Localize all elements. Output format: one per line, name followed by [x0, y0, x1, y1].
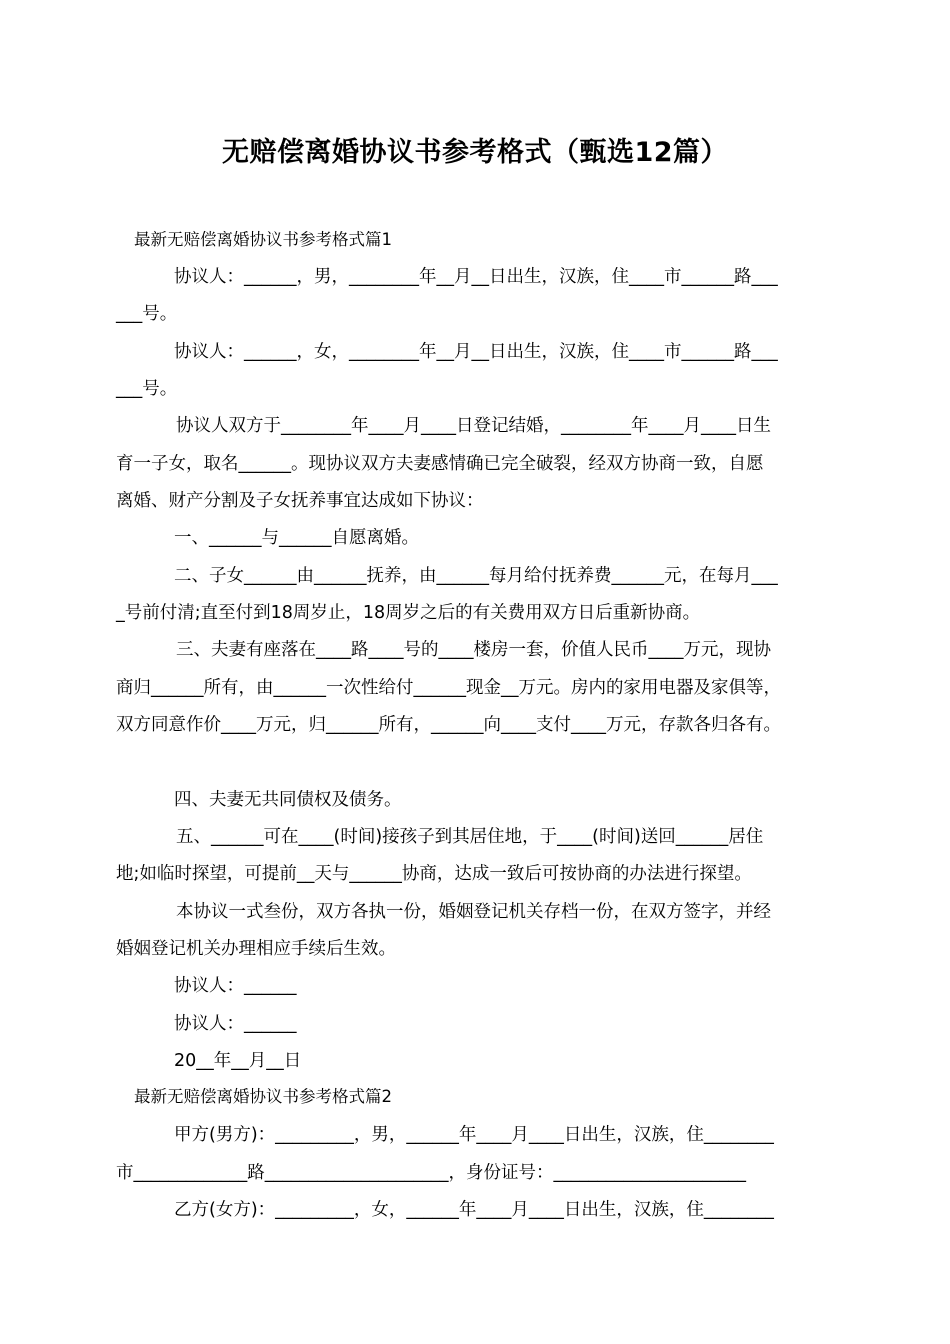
marriage-paragraph-line-2: 育一子女，取名______。现协议双方夫妻感情确已完全破裂，经双方协商一致，自愿 — [116, 454, 764, 474]
marriage-paragraph-line-3: 离婚、财产分割及子女抚养事宜达成如下协议： — [116, 491, 484, 511]
signature-line-1: 协议人：______ — [174, 976, 297, 996]
signature-line-2: 协议人：______ — [174, 1014, 297, 1034]
clause-3-line-1: 三、夫妻有座落在____路____号的____楼房一套，价值人民币____万元，现协 — [176, 640, 771, 660]
date-line: 20__年__月__日 — [174, 1051, 302, 1071]
clause-4: 四、夫妻无共同债权及债务。 — [174, 790, 402, 810]
document-title: 无赔偿离婚协议书参考格式（甄选12篇） — [221, 137, 729, 168]
clause-5-line-2: 地;如临时探望，可提前__天与______协商，达成一致后可按协商的办法进行探望。 — [116, 864, 752, 884]
section-heading-2: 最新无赔偿离婚协议书参考格式篇2 — [134, 1087, 392, 1106]
clause-5-line-1: 五、______可在____(时间)接孩子到其居住地，于____(时间)送回______居住 — [176, 827, 764, 847]
party-female-line-cont: ___号。 — [116, 379, 178, 399]
marriage-paragraph-line-1: 协议人双方于________年____月____日登记结婚，________年____月____日生 — [176, 416, 771, 436]
clause-2-line-2: _号前付清;直至付到18周岁止，18周岁之后的有关费用双方日后重新协商。 — [116, 603, 701, 623]
party-male-line: 协议人：______，男，________年__月__日出生，汉族，住____市______路___ — [174, 267, 778, 287]
section-heading-1: 最新无赔偿离婚协议书参考格式篇1 — [134, 230, 392, 249]
clause-2-line-1: 二、子女______由______抚养，由______每月给付抚养费______元，在每月___ — [174, 566, 778, 586]
party-female-line: 协议人：______，女，________年__月__日出生，汉族，住____市______路___ — [174, 342, 778, 362]
clause-3-line-3: 双方同意作价____万元，归______所有，______向____支付____万元，存款各归各有。 — [116, 715, 781, 735]
party-male-line-cont: ___号。 — [116, 304, 178, 324]
effect-clause-line-1: 本协议一式叁份，双方各执一份，婚姻登记机关存档一份，在双方签字，并经 — [176, 902, 771, 922]
party-a-line: 甲方(男方)：_________，男，______年____月____日出生，汉族，住________ — [174, 1125, 774, 1145]
party-b-line: 乙方(女方)：_________，女，______年____月____日出生，汉族，住________ — [174, 1200, 774, 1220]
clause-3-line-2: 商归______所有，由______一次性给付______现金__万元。房内的家用电器及家俱等， — [116, 678, 781, 698]
effect-clause-line-2: 婚姻登记机关办理相应手续后生效。 — [116, 939, 396, 959]
party-a-line-cont: 市_____________路_____________________，身份证号：______________________ — [116, 1163, 746, 1183]
clause-1: 一、______与______自愿离婚。 — [174, 528, 419, 548]
